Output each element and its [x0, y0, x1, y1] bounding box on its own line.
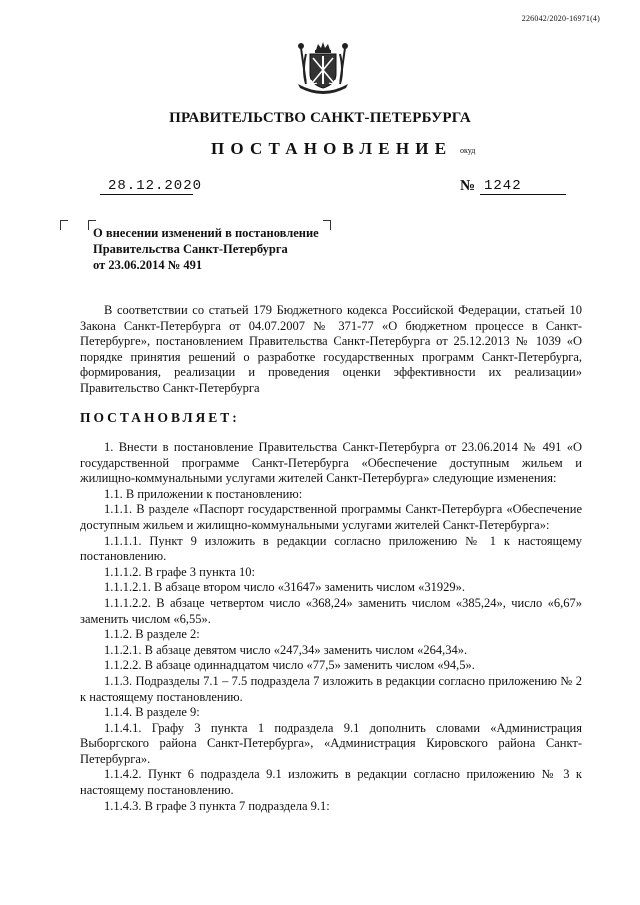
subject-line: Правительства Санкт-Петербурга — [93, 242, 288, 256]
paragraph: 1.1.4.3. В графе 3 пункта 7 подраздела 9.1: — [104, 798, 330, 813]
subject-line: от 23.06.2014 № 491 — [93, 258, 203, 272]
subject-block — [93, 225, 319, 273]
paragraph: 1.1.4.1. Графу 3 пункта 1 подраздела 9.1 дополнить словами «Администрация Выборгского района Санкт-Петербурга», «Администрация Кировского района Санкт-Петербурга». — [80, 720, 582, 766]
paragraph: 1.1. В приложении к постановлению: — [104, 486, 303, 501]
date-underline — [100, 194, 193, 195]
main-text — [80, 440, 582, 814]
paragraph: 1.1.2. В разделе 2: — [104, 627, 200, 642]
paragraph: 1.1.4. В разделе 9: — [104, 705, 200, 720]
okud-label: окуд — [460, 146, 476, 155]
number-label: № — [460, 178, 476, 194]
registration-number: 226042/2020-16971(4) — [521, 14, 600, 23]
paragraph: 1.1.4.2. Пункт 6 подраздела 9.1 изложить в редакции согласно приложению № 3 к настоящему постановлению. — [80, 767, 582, 798]
document-type: ПОСТАНОВЛЕНИЕ — [211, 139, 453, 158]
resolves-heading: ПОСТАНОВЛЯЕТ: — [80, 410, 240, 425]
preamble-text: В соответствии со статьей 179 Бюджетного кодекса Российской Федерации, статьей 10 Закона Санкт-Петербурга от 04.07.2007 № 371-77 «О бюджетном процессе в Санкт-Петербурге», постановлением Правительства Санкт-Петербурга от 25.12.2013 № 1039 «О порядке принятия решений о разработке государственных программ Санкт-Петербурга, формирования, реализации и проведения оценки эффективности их реализации» Правительство Санкт-Петербурга — [80, 303, 582, 395]
paragraph: 1.1.1.2. В графе 3 пункта 10: — [104, 564, 255, 579]
number-underline — [480, 194, 566, 195]
corner-mark — [60, 220, 68, 230]
paragraph: 1.1.2.1. В абзаце девятом число «247,34» заменить числом «264,34». — [104, 642, 468, 657]
corner-mark — [323, 220, 331, 230]
coat-of-arms-icon — [294, 40, 352, 96]
paragraph: 1.1.1. В разделе «Паспорт государственной программы Санкт-Петербурга «Обеспечение доступным жильем и жилищно-коммунальными услугами жителей Санкт-Петербурга»: — [80, 502, 582, 532]
paragraph: 1.1.1.2.2. В абзаце четвертом число «368,24» заменить числом «385,24», число «6,67» заменить числом «6,55». — [80, 595, 582, 626]
paragraph: 1. Внести в постановление Правительства Санкт-Петербурга от 23.06.2014 № 491 «О государственной программе Санкт-Петербурга «Обеспечение доступным жильем и жилищно-коммунальными услугами жителей Санкт-Петербурга» следующие изменения: — [80, 440, 582, 486]
document-date: 28.12.2020 — [108, 178, 203, 194]
paragraph: 1.1.2.2. В абзаце одиннадцатом число «77,5» заменить числом «94,5». — [104, 658, 475, 673]
paragraph: 1.1.3. Подразделы 7.1 – 7.5 подраздела 7 изложить в редакции согласно приложению № 2 к настоящему постановлению. — [80, 673, 582, 704]
government-title: ПРАВИТЕЛЬСТВО САНКТ-ПЕТЕРБУРГА — [169, 110, 471, 126]
subject-line: О внесении изменений в постановление — [93, 226, 319, 240]
preamble — [80, 303, 582, 397]
paragraph: 1.1.1.1. Пункт 9 изложить в редакции согласно приложению № 1 к настоящему постановлению. — [80, 533, 582, 564]
paragraph: 1.1.1.2.1. В абзаце втором число «31647» заменить числом «31929». — [104, 580, 465, 595]
document-number: 1242 — [484, 178, 522, 194]
